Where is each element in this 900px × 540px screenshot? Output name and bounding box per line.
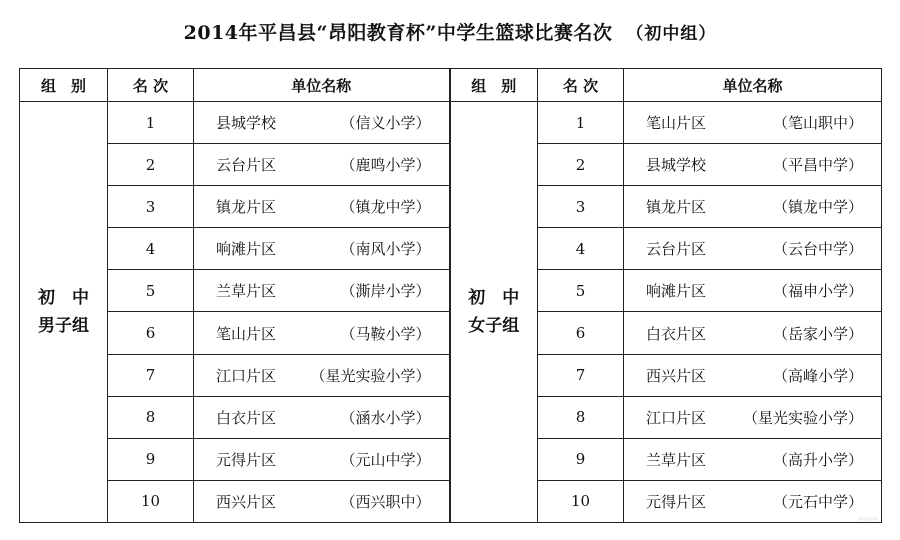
rank-cell-boys: 4: [108, 228, 194, 270]
rank-cell-boys: 2: [108, 144, 194, 186]
rank-cell-boys: 10: [108, 480, 194, 522]
unit-cell-girls: [624, 186, 882, 228]
group-boys-line1: 初 中: [38, 288, 89, 308]
school-name: （信义小学）: [340, 114, 431, 133]
area-name: 云台片区: [646, 240, 707, 259]
school-name: （岳家小学）: [772, 324, 863, 343]
page-title: [0, 18, 900, 45]
unit-cell-boys: [194, 144, 450, 186]
header-rank-boys: 名 次: [108, 69, 194, 102]
area-name: 西兴片区: [216, 492, 277, 511]
unit-cell-boys: [194, 102, 450, 144]
rank-cell-girls: 5: [538, 270, 624, 312]
group-girls-line1: 初 中: [468, 288, 520, 308]
school-name: （笔山职中）: [772, 114, 863, 133]
rank-cell-girls: 7: [538, 354, 624, 396]
group-girls-line2: 女子组: [468, 316, 520, 336]
unit-cell-girls: [624, 102, 882, 144]
header-group-girls: 组 别: [450, 69, 538, 102]
subtitle-text: （初中组）: [626, 24, 717, 44]
rank-cell-girls: 4: [538, 228, 624, 270]
school-name: （福申小学）: [772, 282, 863, 301]
school-name: （星光实验小学）: [742, 408, 863, 427]
school-name: （镇龙中学）: [340, 198, 431, 217]
area-name: 响滩片区: [646, 282, 707, 301]
area-name: 县城学校: [216, 114, 277, 133]
school-name: （云台中学）: [772, 240, 863, 259]
rank-cell-girls: 2: [538, 144, 624, 186]
rank-cell-boys: 7: [108, 354, 194, 396]
title-text: 2014年平昌县“昂阳教育杯”中学生篮球比赛名次: [183, 22, 613, 44]
area-name: 笔山片区: [646, 114, 707, 133]
school-name: （鹿鸣小学）: [340, 156, 431, 175]
area-name: 响滩片区: [216, 240, 277, 259]
unit-cell-boys: [194, 270, 450, 312]
group-cell-boys: [20, 102, 108, 523]
unit-cell-girls: [624, 228, 882, 270]
school-name: （南风小学）: [340, 240, 431, 259]
unit-cell-boys: [194, 186, 450, 228]
area-name: 白衣片区: [216, 408, 277, 427]
header-unit-boys: 单位名称: [194, 69, 450, 102]
school-name: （平昌中学）: [772, 156, 863, 175]
rank-cell-boys: 3: [108, 186, 194, 228]
school-name: （西兴职中）: [340, 492, 431, 511]
header-rank-girls: 名 次: [538, 69, 624, 102]
unit-cell-boys: [194, 396, 450, 438]
rank-cell-girls: 3: [538, 186, 624, 228]
unit-cell-girls: [624, 270, 882, 312]
area-name: 江口片区: [216, 366, 277, 385]
area-name: 兰草片区: [646, 450, 707, 469]
rank-cell-girls: 9: [538, 438, 624, 480]
area-name: 镇龙片区: [216, 198, 277, 217]
area-name: 白衣片区: [646, 324, 707, 343]
rank-cell-girls: 10: [538, 480, 624, 522]
header-group-boys: 组 别: [20, 69, 108, 102]
area-name: 笔山片区: [216, 324, 277, 343]
school-name: （高峰小学）: [772, 366, 863, 385]
school-name: （澌岸小学）: [340, 282, 431, 301]
group-cell-girls: [450, 102, 538, 523]
area-name: 西兴片区: [646, 366, 707, 385]
rank-cell-boys: 6: [108, 312, 194, 354]
header-row: [20, 69, 882, 102]
rank-cell-boys: 5: [108, 270, 194, 312]
unit-cell-girls: [624, 354, 882, 396]
school-name: （马鞍小学）: [340, 324, 431, 343]
unit-cell-boys: [194, 312, 450, 354]
rank-cell-girls: 6: [538, 312, 624, 354]
unit-cell-boys: [194, 480, 450, 522]
area-name: 云台片区: [216, 156, 277, 175]
unit-cell-girls: [624, 480, 882, 522]
school-name: （涵水小学）: [340, 408, 431, 427]
area-name: 元得片区: [646, 492, 707, 511]
school-name: （元石中学）: [772, 492, 863, 511]
ranking-table: [19, 68, 882, 523]
header-unit-girls: 单位名称: [624, 69, 882, 102]
table-row: [20, 102, 882, 144]
unit-cell-boys: [194, 354, 450, 396]
area-name: 镇龙片区: [646, 198, 707, 217]
school-name: （高升小学）: [772, 450, 863, 469]
rank-cell-boys: 9: [108, 438, 194, 480]
unit-cell-girls: [624, 396, 882, 438]
area-name: 江口片区: [646, 408, 707, 427]
rank-cell-boys: 8: [108, 396, 194, 438]
watermark: ·····: [857, 513, 878, 528]
group-boys-line2: 男子组: [38, 316, 89, 336]
unit-cell-girls: [624, 144, 882, 186]
unit-cell-boys: [194, 228, 450, 270]
unit-cell-girls: [624, 312, 882, 354]
school-name: （镇龙中学）: [772, 198, 863, 217]
rank-cell-boys: 1: [108, 102, 194, 144]
unit-cell-boys: [194, 438, 450, 480]
area-name: 县城学校: [646, 156, 707, 175]
rank-cell-girls: 8: [538, 396, 624, 438]
unit-cell-girls: [624, 438, 882, 480]
school-name: （元山中学）: [340, 450, 431, 469]
area-name: 元得片区: [216, 450, 277, 469]
rank-cell-girls: 1: [538, 102, 624, 144]
school-name: （星光实验小学）: [310, 366, 431, 385]
area-name: 兰草片区: [216, 282, 277, 301]
